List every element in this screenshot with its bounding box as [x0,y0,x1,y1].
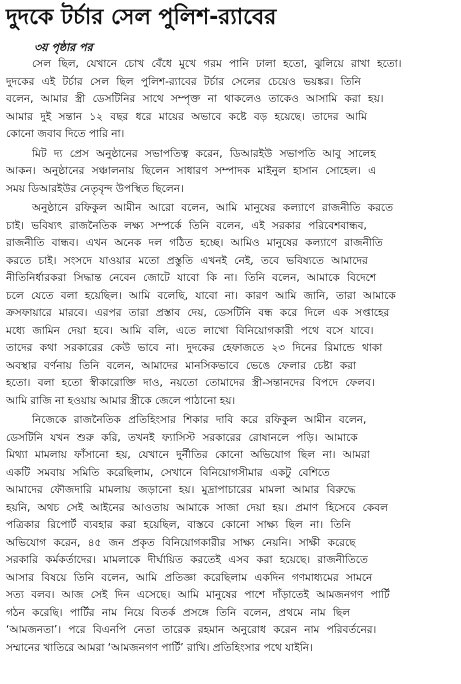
article-line: গঠন করেছি। পার্টির নাম নিয়ে বিতর্ক প্রসঙ্গে তিনি বলেন, প্রথমে নাম ছিল [6,606,351,619]
article-paragraph [6,56,455,144]
article-paragraph [6,146,455,199]
article-line: অনুষ্ঠানে রফিকুল আমীন আরো বলেন, আমি মানুষের কল্যাণে রাজনীতি করতে [32,202,393,214]
article-line: মধ্যে জামিন দেয়া হবে। আমি বলি, এতে লাখো বিনিয়োগকারী পথে বসে যাবে। [6,324,374,337]
article-line: রাজনীতি বান্ধব। এখন অনেক দল গঠিত হচ্ছে। আমিও মানুষের কল্যাণে রাজনীতি [6,237,383,249]
article-line: মিথ্যা মামলায় ফাঁসানো হয়, যেখানে দুর্নীতির কোনো অভিযোগ ছিল না। আমরা [6,449,370,461]
article-line: আমি রাজি না হওয়ায় আমার স্ত্রীকে জেলে পাঠানো হয়। [6,394,236,407]
article-line: অভিযোগ করেন, ৪৫ জন প্রকৃত বিনিয়োগকারীর সাক্ষ্য নেয়নি। সাক্ষী করেছে [6,536,356,549]
article-line: ডেসটিনি যখন শুরু করি, তখনই ফ্যাসিস্ট সরকারের রোষানলে পড়ি। আমাকে [6,431,358,444]
article-line: সেল ছিল, যেখানে চোখ বেঁধে মুখে গরম পানি ঢালা হতো, ঝুলিয়ে রাখা হতো। [32,58,402,70]
article-line: নিজেকে রাজনৈতিক প্রতিহিংসার শিকার দাবি করে রফিকুল আমীন বলেন, [32,414,367,426]
continued-from-label: ৩য় পৃষ্ঠার পর [34,41,93,54]
article-line: দুদকের এই টর্চার সেল ছিল পুলিশ-র‍্যাবের টর্চার সেলের চেয়েও ভয়ঙ্কর। তিনি [6,75,361,88]
article-line: অবস্থার বর্ণনায় তিনি বলেন, আমাদের মানসিকভাবে ভেঙে ফেলার চেষ্টা করা [6,359,357,372]
article-line: সম্মানের খাতিরে আমরা ‘আমজনগণ পার্টি’ রাখি। প্রতিহিংসার পথে যাইনি। [6,641,313,654]
article-line: নীতিনির্ধারকরা সিদ্ধান্ত নেবেন জোটে যাবো কি না। তিনি বলেন, আমাকে বিদেশে [6,272,377,284]
article-line: হয়নি, অথচ সেই আইনের আওতায় আমাকে সাজা দেয়া হয়। প্রমাণ হিসেবে কেবল [6,501,388,514]
article-line: করতে চাই। সংসদে যাওয়ার মতো প্রস্তুতি এখনই নেই, তবে ভবিষ্যতে আমাদের [6,254,368,267]
article-headline: দুদকে টর্চার সেল পুলিশ-র‍্যাবের [6,5,277,30]
article-line: সরকারি কর্মকর্তাদের। মামলাকে দীর্ঘায়িত করতেই এসব করা হয়েছে। রাজনীতিতে [6,554,368,566]
article-line: একটি সমবায় সমিতি করেছিলাম, সেখানে বিনিয়োগসীমার একটু বেশিতে [6,466,330,479]
article-line: ক্রসফায়ারে মারবে। এরপর তারা প্রস্তাব দেয়, ডেসটিনি বন্ধ করে দিলে এক সপ্তাহের [6,307,390,319]
article-line: চলে যেতে বলা হয়েছিল। আমি বলেছি, যাবো না। কারণ আমি জানি, তারা আমাকে [6,289,396,302]
article-paragraph [6,412,455,657]
article-line: তাদের কথা সরকারের কেউ ভাবে না। দুদকের হেফাজতে ২৩ দিনের রিমান্ডে থাকা [6,342,383,354]
article-line: আকন। অনুষ্ঠানের সঞ্চালনায় ছিলেন সাধারণ সম্পাদক মাইনুল হাসান সোহেল। এ [6,165,377,177]
article-line: আমার দুই সন্তান ১২ বছর ধরে মায়ের অভাবে কষ্টে বড় হয়েছে। তাদের আমি [6,110,367,123]
article-line: আমাদের ফৌজদারি মামলায় জড়ানো হয়। মুদ্রাপাচারের মামলা আমার বিরুদ্ধে [6,484,356,496]
article-line: ‘আমজনতা’। পরে বিএনপি নেতা তারেক রহমান অনুরোধ করেন নাম পরিবর্তনের। [6,624,377,636]
article-line: কোনো জবাব দিতে পারি না। [6,128,125,140]
article-line: হতো। বলা হতো স্বীকারোক্তি দাও, নয়তো তোমাদের স্ত্রী-সন্তানদের বিপদে ফেলব। [6,377,375,389]
article-line: আসার বিষয়ে তিনি বলেন, আমি প্রতিজ্ঞা করেছিলাম একদিন গণমাধ্যমের সামনে [6,571,373,584]
article-line: মিট দ্য প্রেস অনুষ্ঠানের সভাপতিত্ব করেন, ডিআরইউ সভাপতি আবু সালেহ [32,147,376,160]
article-line: বলেন, আমার স্ত্রী ডেসটিনির সাথে সম্পৃক্ত না থাকলেও তাকেও আসামি করা হয়। [6,93,384,105]
article-paragraph [6,200,455,410]
article-line: সময় ডিআরইউর নেতৃবৃন্দ উপস্থিত ছিলেন। [6,182,184,195]
article-line: সত্য বলব। আজ সেই দিন এসেছে। আমি মানুষের পাশে দাঁড়াতেই আমজনগণ পার্টি [6,589,390,601]
article-line: চাই। ভবিষ্যৎ রাজনৈতিক লক্ষ্য সম্পর্কে তিনি বলেন, এই সরকার পরিবেশবান্ধব, [6,219,367,232]
article-line: পত্রিকার রিপোর্ট ব্যবহার করা হয়েছিল, বাস্তবে কোনো সাক্ষ্য ছিল না। তিনি [6,519,351,531]
